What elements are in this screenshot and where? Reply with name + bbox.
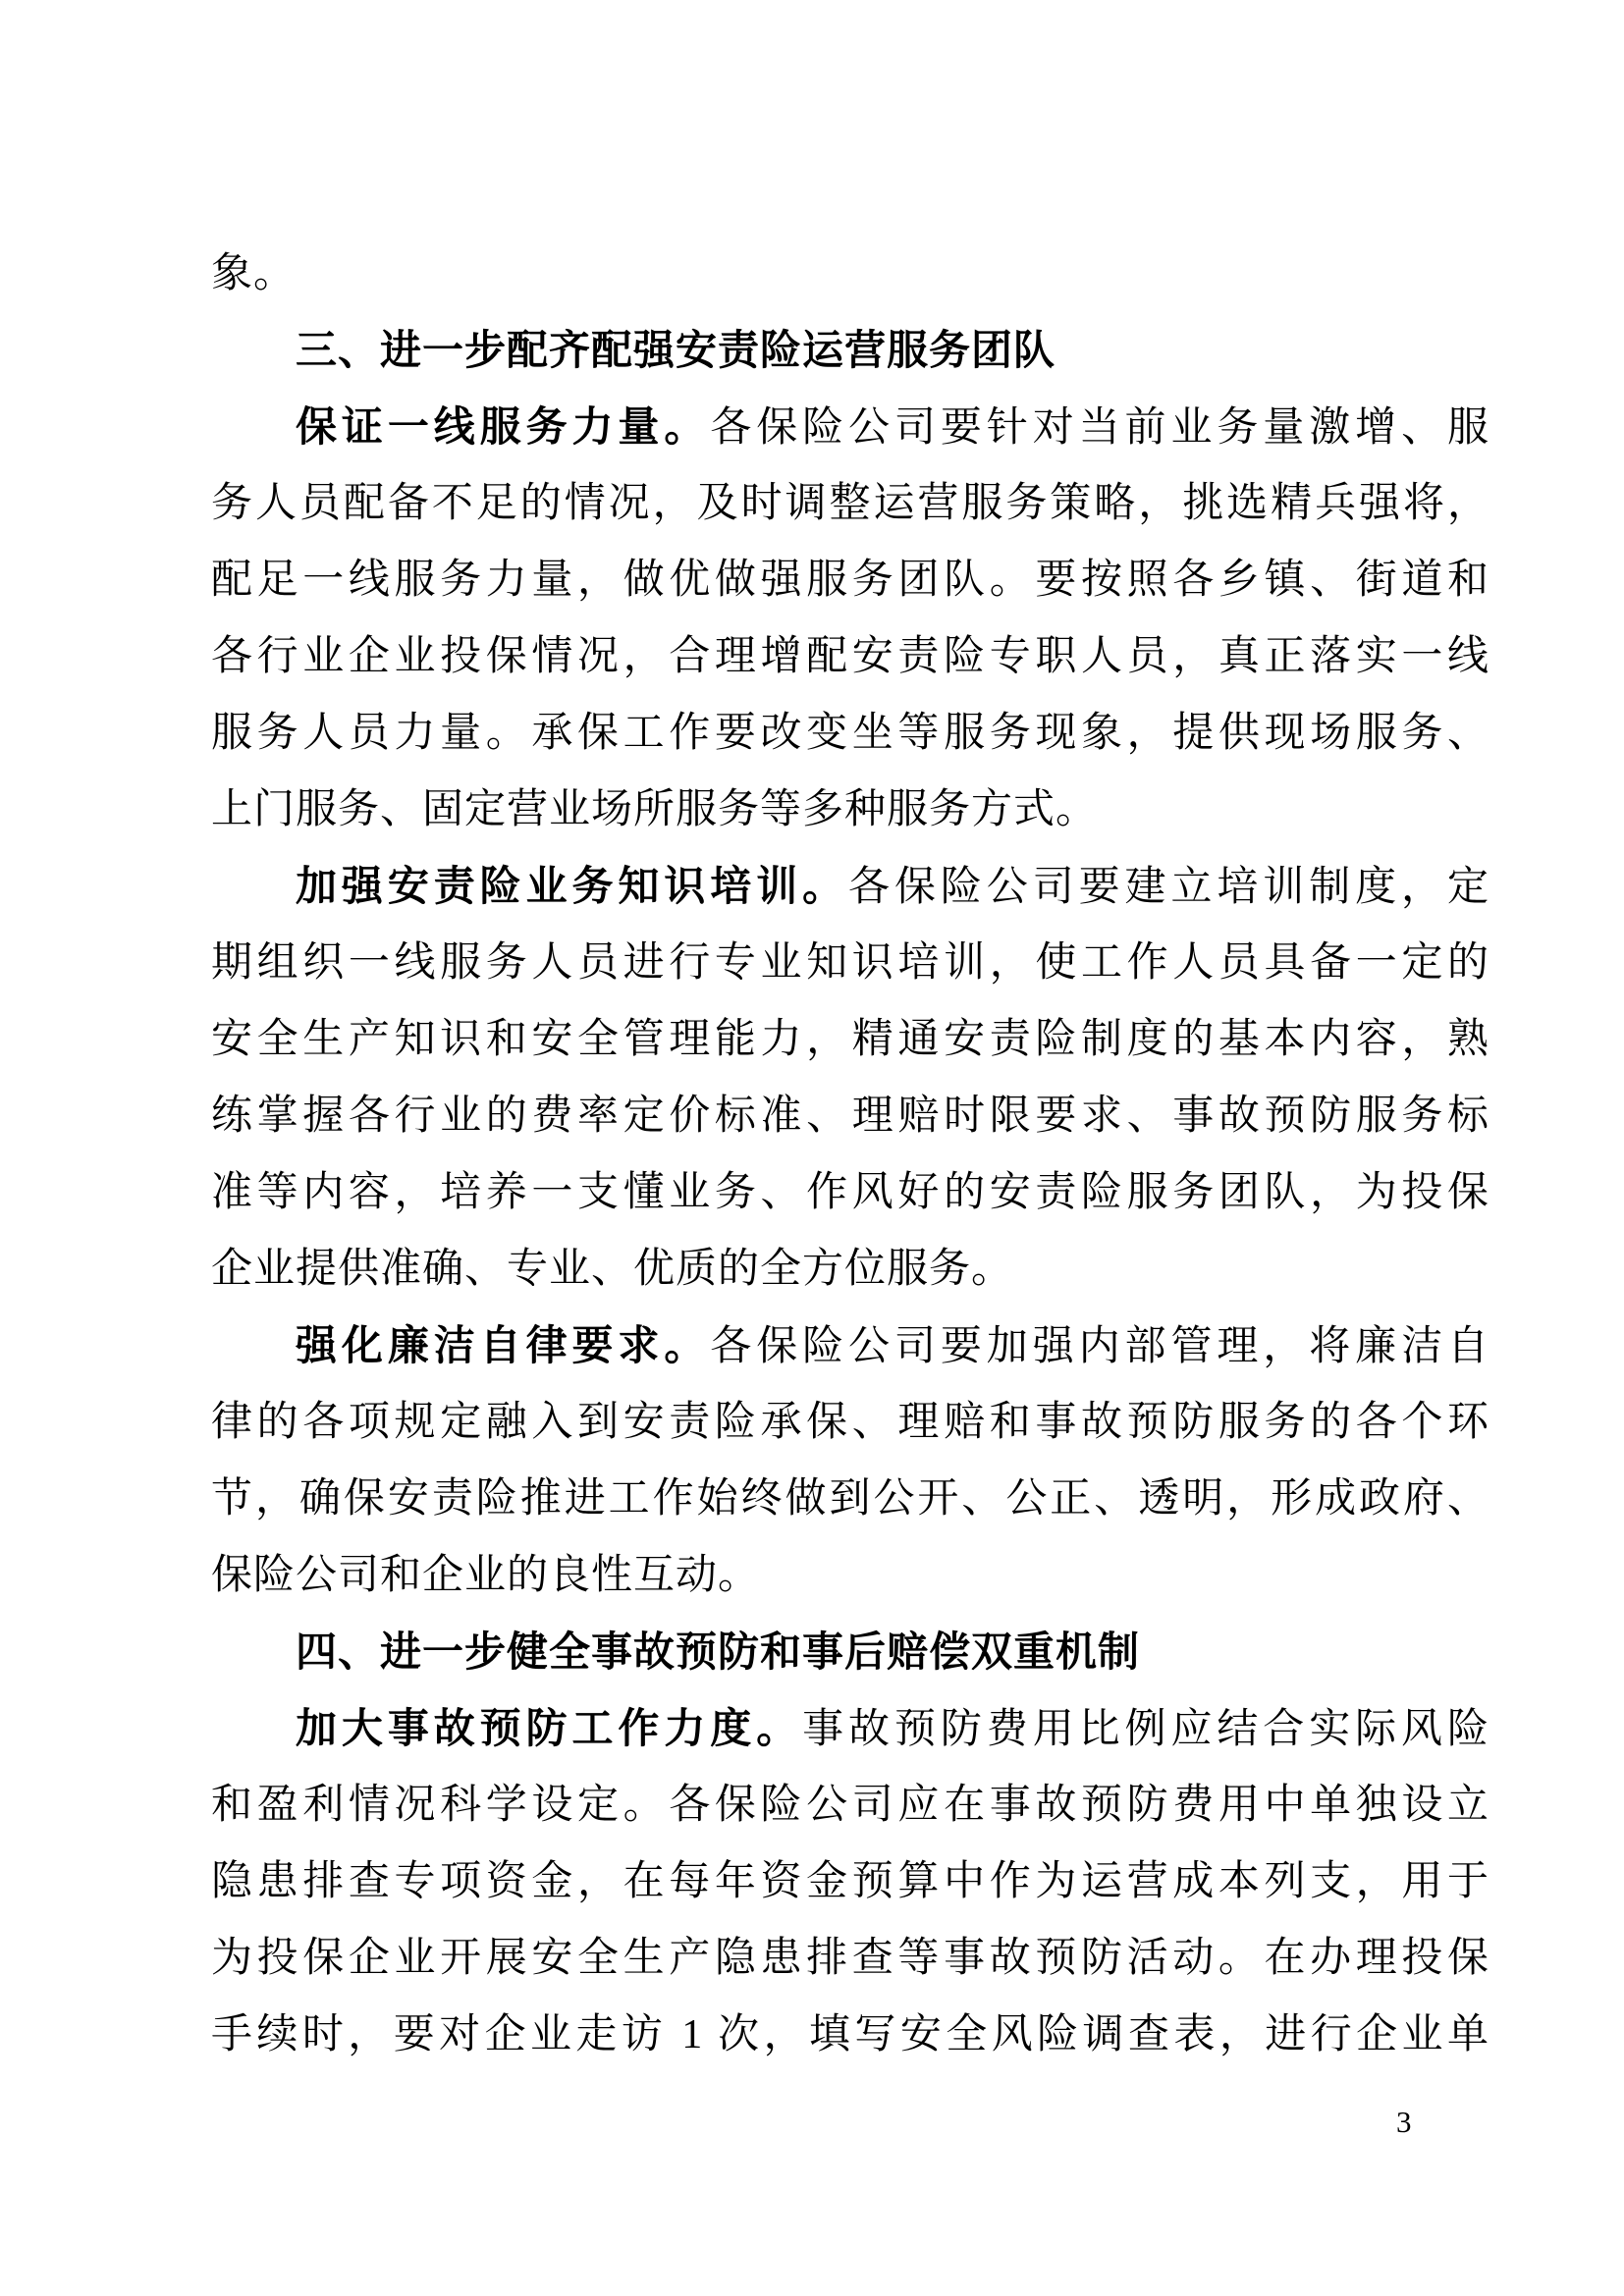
body-text: 各行业企业投保情况，合理增配安责险专职人员，真正落实一线 xyxy=(211,634,1489,679)
body-text: 期组织一线服务人员进行专业知识培训，使工作人员具备一定的 xyxy=(211,940,1489,986)
body-text: 事故预防费用比例应结合实际风险 xyxy=(802,1707,1489,1752)
body-text: 企业提供准确、专业、优质的全方位服务。 xyxy=(211,1247,1014,1292)
body-text: 上门服务、固定营业场所服务等多种服务方式。 xyxy=(211,787,1099,832)
body-text: 象。 xyxy=(211,251,297,296)
body-text: 和盈利情况科学设定。各保险公司应在事故预防费用中单独设立 xyxy=(211,1783,1489,1828)
body-line xyxy=(211,465,1489,542)
body-line xyxy=(211,925,1489,1001)
body-text: 律的各项规定融入到安责险承保、理赔和事故预防服务的各个环 xyxy=(211,1400,1489,1445)
body-line xyxy=(211,1997,1489,2073)
body-line xyxy=(211,848,1489,925)
body-line xyxy=(211,1078,1489,1154)
body-line xyxy=(211,772,1489,848)
body-text: 务人员配备不足的情况，及时调整运营服务策略，挑选精兵强将， xyxy=(211,481,1489,526)
body-text: 准等内容，培养一支懂业务、作风好的安责险服务团队，为投保 xyxy=(211,1170,1489,1215)
page-number: 3 xyxy=(1396,2105,1412,2139)
body-line xyxy=(211,1154,1489,1231)
body-text: 隐患排查专项资金，在每年资金预算中作为运营成本列支，用于 xyxy=(211,1859,1489,1904)
body-line xyxy=(211,1001,1489,1078)
body-line xyxy=(211,1384,1489,1461)
body-line xyxy=(211,1231,1489,1308)
body-text: 为投保企业开展安全生产隐患排查等事故预防活动。在办理投保 xyxy=(211,1936,1489,1981)
body-line xyxy=(211,1767,1489,1843)
paragraph-lead: 加大事故预防工作力度。 xyxy=(296,1705,803,1751)
body-line xyxy=(211,695,1489,772)
body-line xyxy=(211,1308,1489,1384)
text-block xyxy=(211,236,1489,2073)
paragraph-lead: 保证一线服务力量。 xyxy=(296,403,711,450)
body-text: 服务人员力量。承保工作要改变坐等服务现象，提供现场服务、 xyxy=(211,711,1489,756)
body-line xyxy=(211,1843,1489,1920)
heading-text: 三、进一步配齐配强安责险运营服务团队 xyxy=(296,327,1056,373)
paragraph-lead: 强化廉洁自律要求。 xyxy=(296,1322,711,1368)
body-text: 安全生产知识和安全管理能力，精通安责险制度的基本内容，熟 xyxy=(211,1017,1489,1062)
body-line xyxy=(211,389,1489,465)
body-text: 配足一线服务力量，做优做强服务团队。要按照各乡镇、街道和 xyxy=(211,558,1489,603)
body-line xyxy=(211,1920,1489,1997)
body-text: 练掌握各行业的费率定价标准、理赔时限要求、事故预防服务标 xyxy=(211,1094,1489,1139)
body-text: 各保险公司要针对当前业务量激增、服 xyxy=(710,405,1489,451)
body-line xyxy=(211,1537,1489,1614)
section-heading-3 xyxy=(211,312,1489,389)
continuation-line xyxy=(211,236,1489,312)
section-heading-4 xyxy=(211,1614,1489,1690)
body-text: 节，确保安责险推进工作始终做到公开、公正、透明，形成政府、 xyxy=(211,1476,1489,1522)
heading-text: 四、进一步健全事故预防和事后赔偿双重机制 xyxy=(296,1629,1141,1675)
paragraph-lead: 加强安责险业务知识培训。 xyxy=(296,863,849,909)
body-line xyxy=(211,1690,1489,1767)
body-line xyxy=(211,542,1489,618)
body-line xyxy=(211,618,1489,695)
body-text: 各保险公司要建立培训制度，定 xyxy=(848,865,1489,910)
body-text: 手续时，要对企业走访 1 次，填写安全风险调查表，进行企业单 xyxy=(211,2012,1489,2057)
body-line xyxy=(211,1461,1489,1537)
body-text: 各保险公司要加强内部管理，将廉洁自 xyxy=(710,1324,1489,1369)
body-text: 保险公司和企业的良性互动。 xyxy=(211,1553,761,1598)
